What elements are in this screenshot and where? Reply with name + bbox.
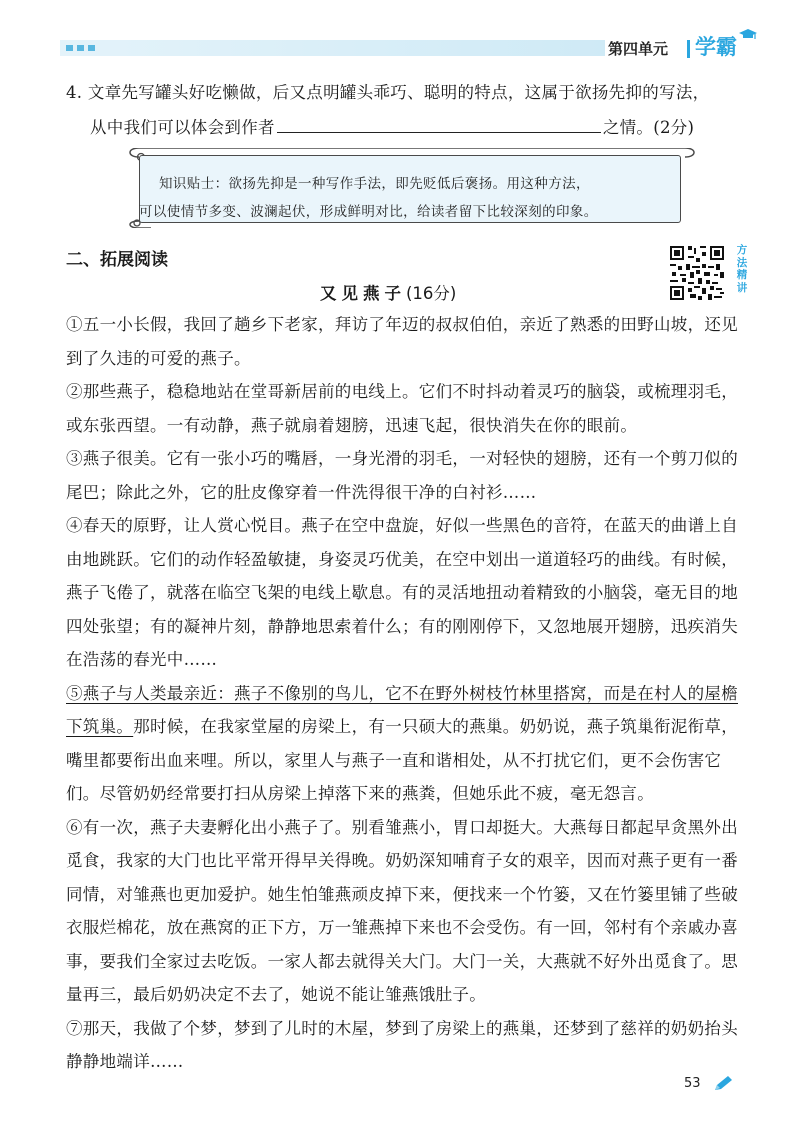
article-score: (16分) — [406, 284, 457, 303]
paragraph-1: ①五一小长假，我回了趟乡下老家，拜访了年迈的叔叔伯伯，亲近了熟悉的田野山坡，还见到了久违的可爱的燕子。 — [66, 315, 738, 368]
paragraph-5-rest: 那时候，在我家堂屋的房梁上，有一只硕大的燕巢。奶奶说，燕子筑巢衔泥衔草，嘴里都要衔出血来哩。所以，家里人与燕子一直和谐相处，从不打扰它们，更不会伤害它们。尽管奶奶经常要打扫从房梁上掉落下来的燕粪，但她乐此不疲，毫无怨言。 — [66, 717, 739, 803]
tip-line-2: 可以使情节多变、波澜起伏，形成鲜明对比，给读者留下比较深刻的印象。 — [139, 204, 598, 220]
paragraph-4: ④春天的原野，让人赏心悦目。燕子在空中盘旋，好似一些黑色的音符，在蓝天的曲谱上自由地跳跃。它们的动作轻盈敏捷，身姿灵巧优美，在空中划出一道道轻巧的曲线。有时候，燕子飞倦了，就落在临空飞架的电线上歇息。有的灵活地扭动着精致的小脑袋，毫无目的地四处张望；有的凝神片刻，静静地思索着什么；有的刚刚停下，又忽地展开翅膀，迅疾消失在浩荡的春光中…… — [66, 516, 738, 669]
paragraph-6: ⑥有一次，燕子夫妻孵化出小燕子了。别看雏燕小，胃口却挺大。大燕每日都起早贪黑外出觅食，我家的大门也比平常开得早关得晚。奶奶深知哺育子女的艰辛，因而对燕子更有一番同情，对雏燕也更加爱护。她生怕雏燕顽皮掉下来，便找来一个竹篓，又在竹篓里铺了些破衣服烂棉花，放在燕窝的正下方，万一雏燕掉下来也不会受伤。有一回，邻村有个亲戚办喜事，要我们全家过去吃饭。一家人都去就得关大门。大门一关，大燕就不好外出觅食了。思量再三，最后奶奶决定不去了，她说不能让雏燕饿肚子。 — [66, 817, 738, 1004]
question-4 — [66, 75, 746, 145]
article-title-text: 又见燕子 — [320, 284, 406, 303]
paragraph-2: ②那些燕子，稳稳地站在堂哥新居前的电线上。它们不时抖动着灵巧的脑袋，或梳理羽毛，或东张西望。一有动静，燕子就扇着翅膀，迅速飞起，很快消失在你的眼前。 — [66, 382, 738, 435]
page-number: 53 — [684, 1076, 701, 1091]
header-divider — [687, 40, 690, 58]
unit-label: 第四单元 — [608, 40, 669, 58]
qr-code-icon[interactable] — [668, 244, 726, 302]
question-4-line2 — [66, 110, 746, 145]
paragraph-3: ③燕子很美。它有一张小巧的嘴唇，一身光滑的羽毛，一对轻快的翅膀，还有一个剪刀似的尾巴；除此之外，它的肚皮像穿着一件洗得很干净的白衬衫…… — [66, 449, 738, 502]
paragraph-7: ⑦那天，我做了个梦，梦到了儿时的木屋，梦到了房梁上的燕巢，还梦到了慈祥的奶奶抬头静静地端详…… — [66, 1018, 738, 1071]
paragraph-5 — [66, 677, 746, 811]
header-square-decoration — [88, 45, 95, 51]
question-4-line1: 4. 文章先写罐头好吃懒做，后又点明罐头乖巧、聪明的特点，这属于欲扬先抑的写法， — [66, 83, 710, 102]
article-body — [66, 308, 746, 1079]
question-4-prefix: 从中我们可以体会到作者 — [90, 118, 275, 137]
tip-text — [139, 170, 679, 226]
section-title: 二、拓展阅读 — [66, 250, 168, 270]
underlined-sentence: ⑤燕子与人类最亲近：燕子不像别的鸟儿，它不在野外树枝竹林里搭窝，而是在村人的屋檐下筑巢。 — [66, 683, 738, 736]
page-header — [0, 0, 800, 64]
question-4-suffix: 之情。(2分) — [602, 118, 695, 137]
qr-label: 方法精讲 — [736, 244, 748, 294]
header-square-decoration — [66, 45, 73, 51]
brand-logo-text: 学霸 — [695, 35, 737, 59]
header-band — [60, 40, 605, 56]
tip-line-1: 知识贴士：欲扬先抑是一种写作手法，即先贬低后褒扬。用这种方法， — [159, 176, 590, 192]
article-title — [320, 281, 456, 307]
knowledge-tip-box — [125, 148, 697, 228]
graduation-cap-icon — [738, 28, 758, 42]
header-square-decoration — [77, 45, 84, 51]
pencil-icon — [712, 1074, 734, 1092]
answer-blank[interactable] — [277, 112, 601, 133]
